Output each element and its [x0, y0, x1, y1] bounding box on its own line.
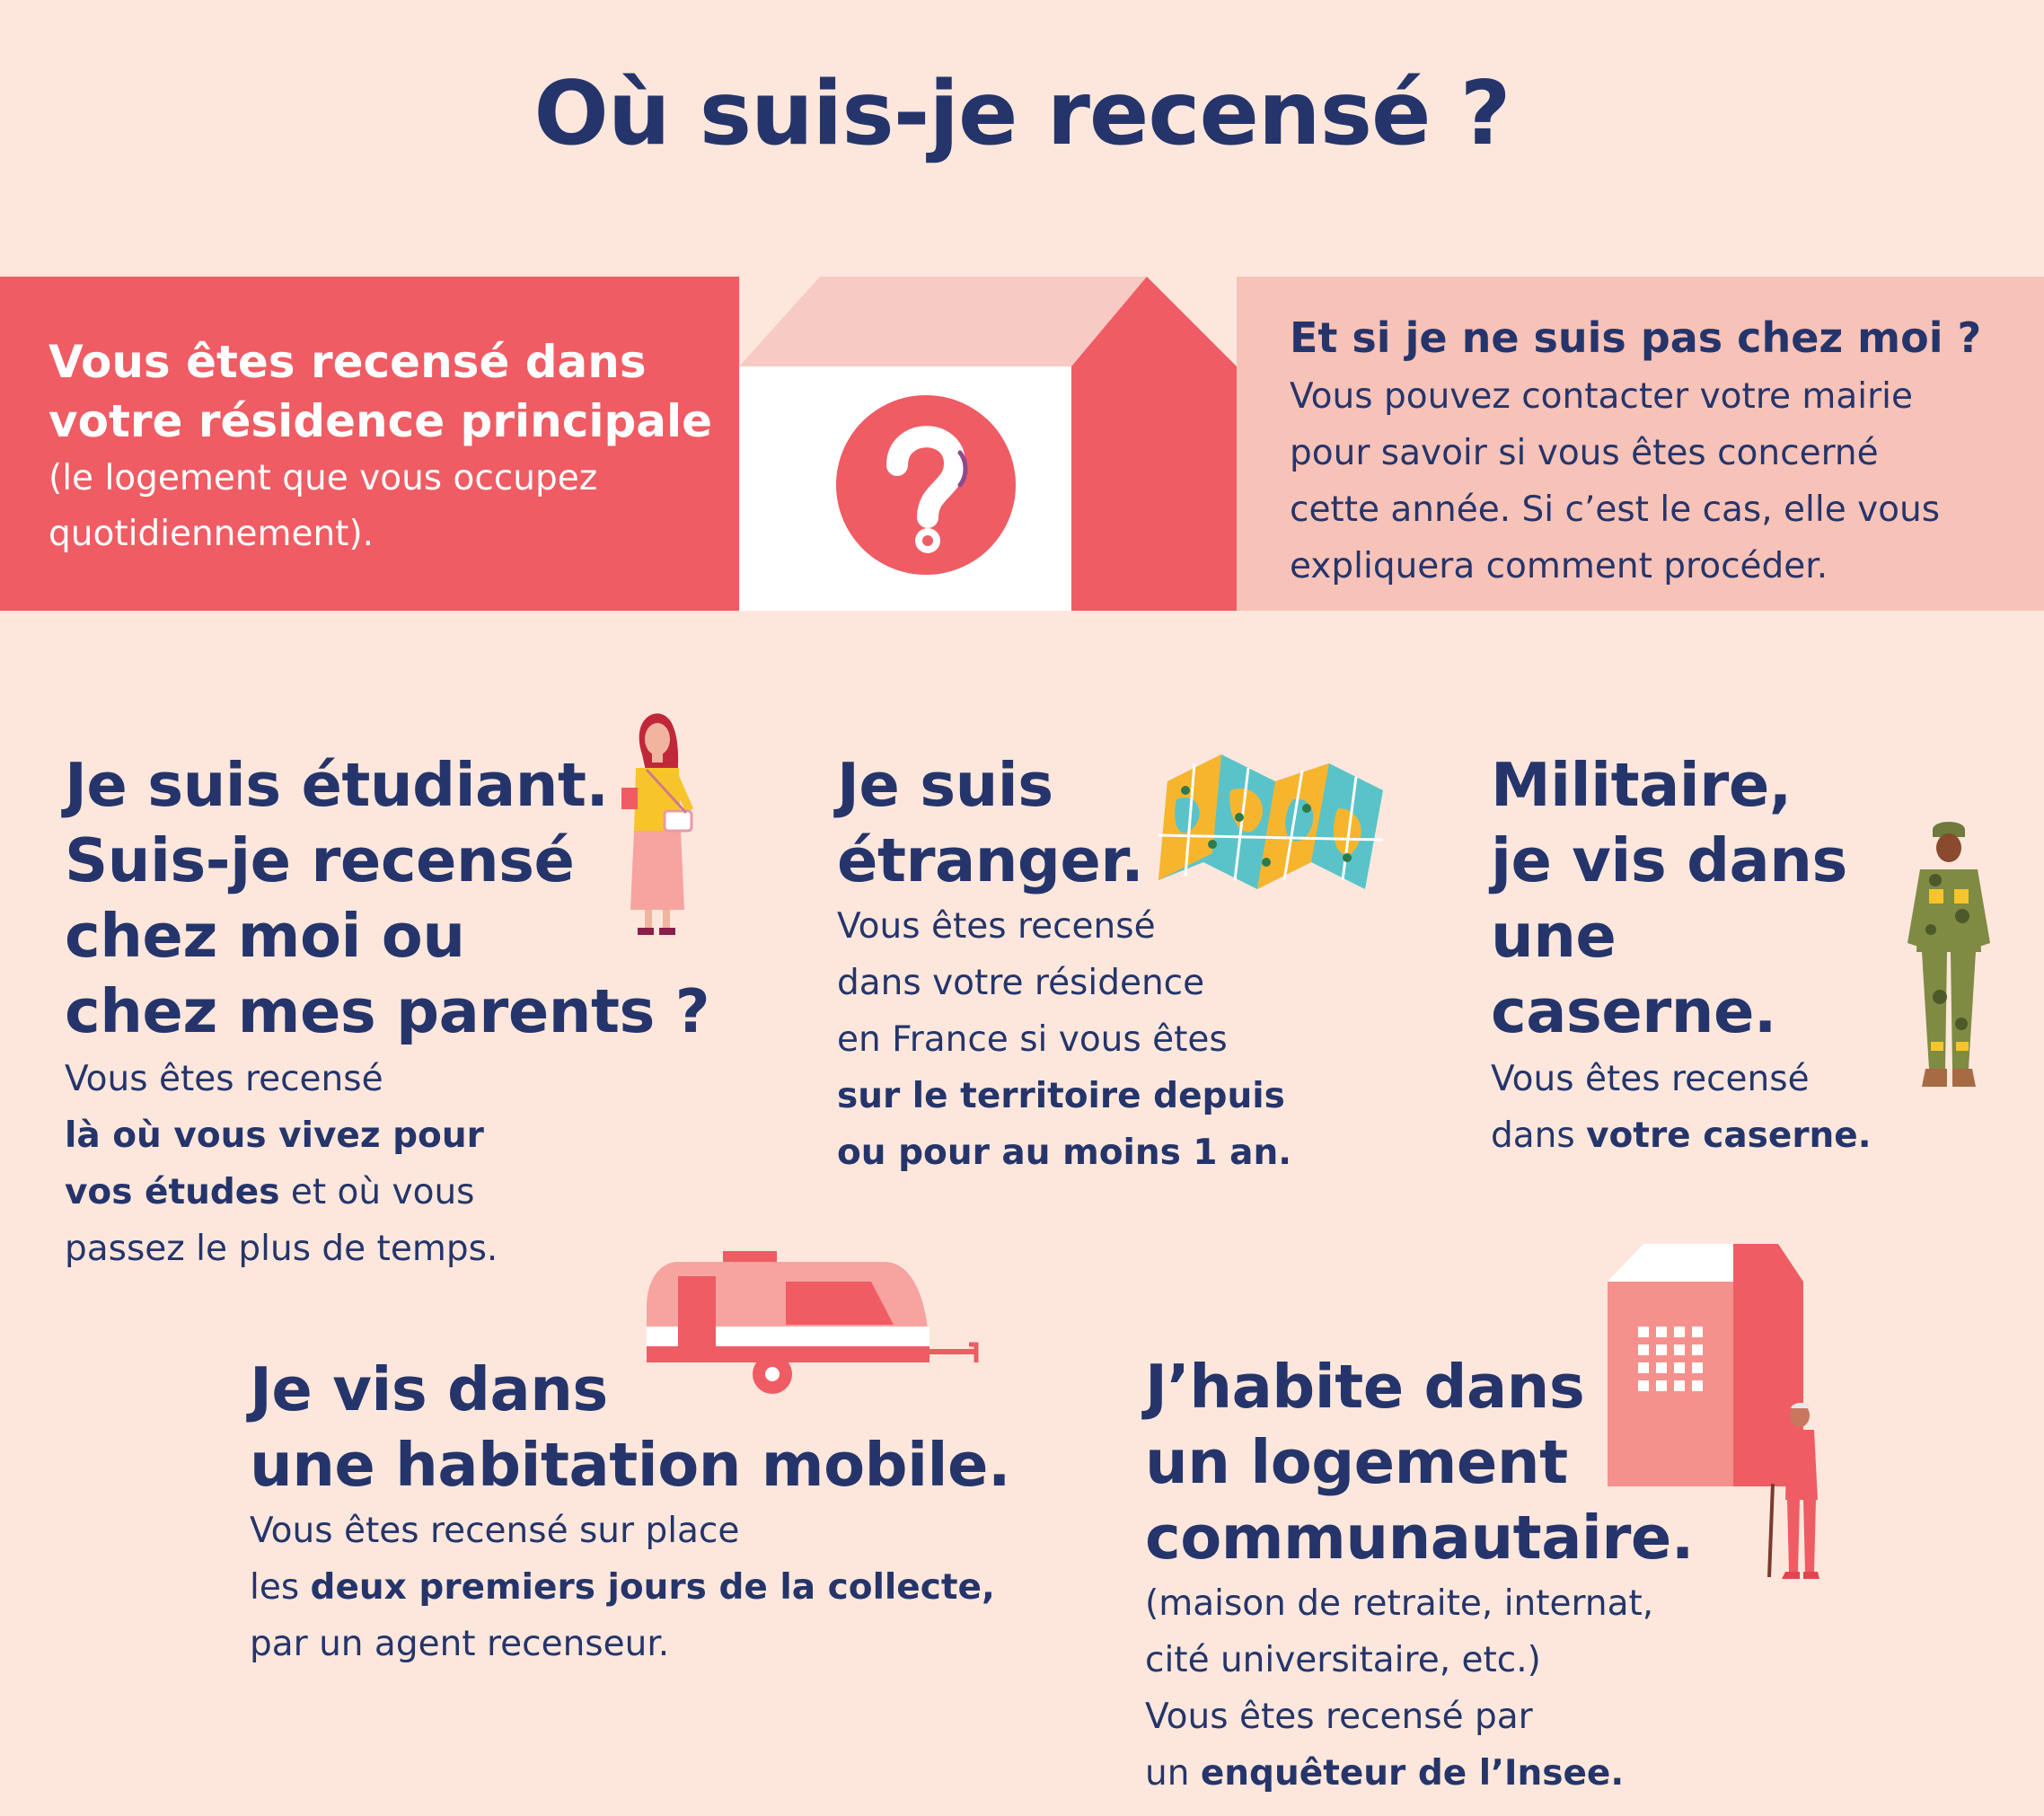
student-title-line2: Suis-je recensé — [65, 825, 575, 895]
away-answer — [1290, 368, 2026, 595]
away-answer-line3: cette année. Si c’est le cas, elle vous — [1290, 489, 1941, 530]
community-body-line2: cité universitaire, etc.) — [1145, 1640, 1541, 1680]
student-title-line1: Je suis étudiant. — [65, 750, 609, 820]
student-body-line4: passez le plus de temps. — [65, 1229, 498, 1269]
map-icon — [1159, 754, 1383, 916]
main-sub-line1: (le logement que vous occupez — [48, 458, 598, 498]
military-title-line3: une caserne. — [1491, 901, 1776, 1046]
student-title-line4: chez mes parents ? — [65, 976, 710, 1046]
away-answer-line4: expliquera comment procéder. — [1290, 546, 1828, 586]
community-title-line1: J’habite dans — [1145, 1352, 1585, 1422]
community-body-line1: (maison de retraite, internat, — [1145, 1583, 1654, 1624]
foreigner-title-line2: étranger. — [837, 825, 1144, 895]
page-title: Où suis-je recensé ? — [533, 63, 1511, 165]
away-question: Et si je ne suis pas chez moi ? — [1290, 313, 1982, 362]
mobile-body-line2-bold: deux premiers jours de la collecte, — [310, 1567, 995, 1608]
foreigner-body-line1: Vous êtes recensé — [837, 906, 1156, 947]
mobile-title-line1: Je vis dans — [250, 1354, 608, 1424]
military-body-line2-bold: votre caserne. — [1586, 1115, 1872, 1156]
foreigner-body — [837, 898, 1322, 1181]
community-section — [1145, 1349, 1792, 1802]
mobile-section — [250, 1352, 1058, 1672]
community-body-line3: Vous êtes recensé par — [1145, 1697, 1533, 1737]
soldier-icon — [1904, 817, 1994, 1091]
mobile-body-line1: Vous êtes recensé sur place — [250, 1511, 740, 1551]
mobile-body — [250, 1503, 1058, 1672]
community-body-line4-bold: enquêteur de l’Insee. — [1200, 1753, 1625, 1794]
foreigner-body-line4: sur le territoire depuis — [837, 1076, 1285, 1116]
community-body — [1145, 1575, 1792, 1802]
foreigner-body-line3: en France si vous êtes — [837, 1019, 1228, 1060]
away-answer-line2: pour savoir si vous êtes concerné — [1290, 433, 1879, 473]
foreigner-body-line2: dans votre résidence — [837, 963, 1205, 1003]
community-title-line2: un logement — [1145, 1427, 1568, 1497]
main-heading-line2: votre résidence principale — [48, 395, 713, 447]
student-body-line2: là où vous vivez pour — [65, 1115, 484, 1156]
house-icon — [739, 277, 1237, 611]
main-residence-text — [48, 332, 731, 562]
student-body-line1: Vous êtes recensé — [65, 1059, 383, 1099]
military-body-line2-pre: dans — [1491, 1115, 1587, 1156]
away-answer-line1: Vous pouvez contacter votre mairie — [1290, 376, 1913, 417]
student-body-line3-rest: et où vous — [279, 1172, 475, 1212]
student-icon — [611, 705, 700, 943]
community-body-line4-pre: un — [1145, 1753, 1201, 1794]
military-title-line1: Militaire, — [1491, 750, 1792, 820]
student-body-line3-bold: vos études — [65, 1172, 280, 1212]
question-mark-icon — [836, 395, 1016, 575]
mobile-title-line2: une habitation mobile. — [250, 1430, 1010, 1500]
student-title-line3: chez moi ou — [65, 901, 465, 971]
main-heading-line1: Vous êtes recensé dans — [48, 336, 647, 388]
military-section — [1491, 747, 1922, 1164]
military-body — [1491, 1051, 1922, 1164]
main-sub-line2: quotidiennement). — [48, 514, 374, 554]
mobile-body-line2-pre: les — [250, 1567, 311, 1608]
mobile-body-line3: par un agent recenseur. — [250, 1624, 670, 1664]
foreigner-title-line1: Je suis — [837, 750, 1053, 820]
community-title-line3: communautaire. — [1145, 1503, 1694, 1573]
military-title-line2: je vis dans — [1491, 825, 1847, 895]
foreigner-body-line5: ou pour au moins 1 an. — [837, 1133, 1292, 1173]
military-body-line1: Vous êtes recensé — [1491, 1059, 1810, 1099]
